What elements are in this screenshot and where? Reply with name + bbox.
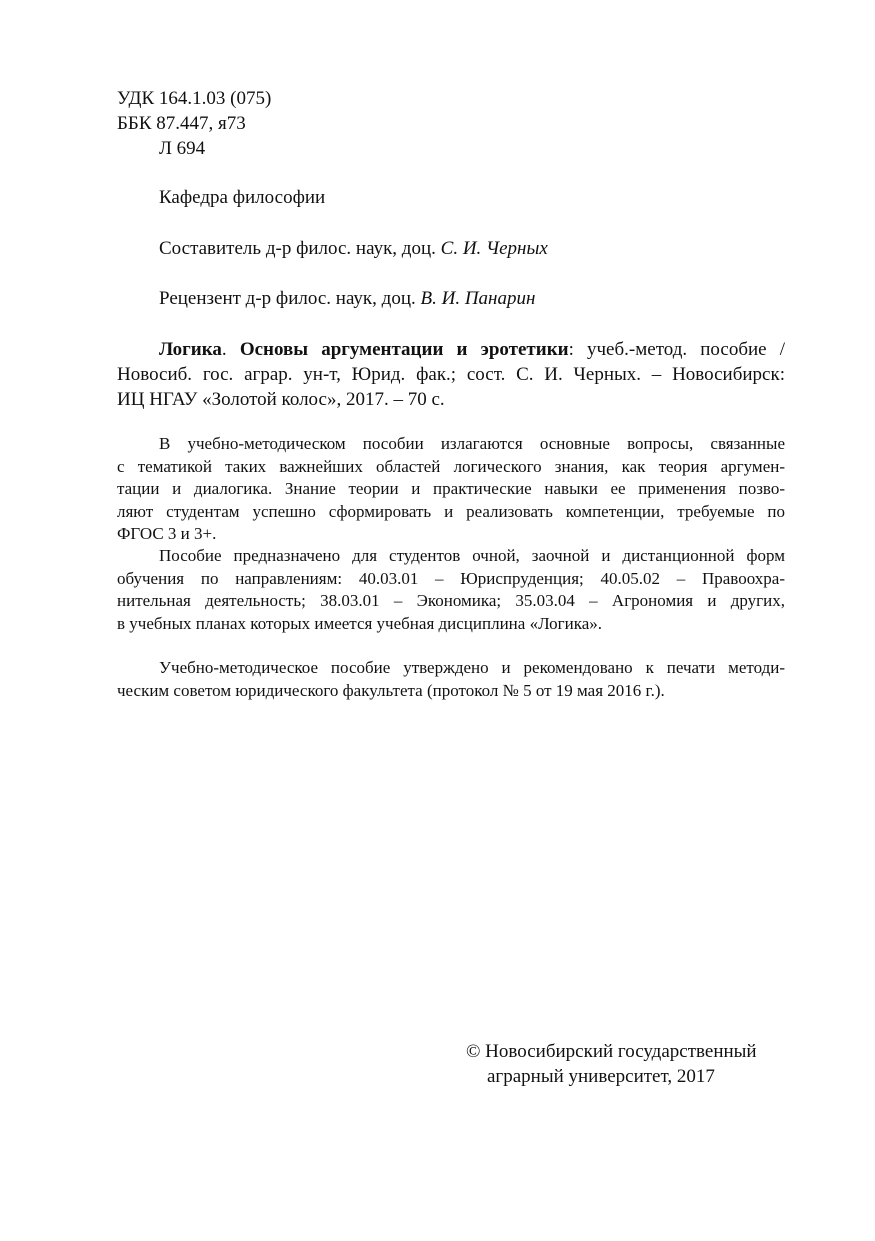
udk-code: УДК 164.1.03 (075)	[117, 88, 272, 109]
abstract-line: В учебно-методическом пособии излагаются основные вопросы, связанные	[159, 434, 785, 453]
biblio-line-1	[117, 337, 785, 362]
approval-note	[117, 657, 785, 702]
reviewer-line	[159, 286, 535, 311]
abstract-paragraph-1	[117, 433, 785, 546]
abstract-line: ФГОС 3 и 3+.	[117, 524, 217, 543]
copyright-line-1: © Новосибирский государственный	[466, 1041, 757, 1062]
abstract-line: обучения по направлениям: 40.03.01 – Юриспруденция; 40.05.02 – Правоохра-	[117, 568, 785, 588]
title-part-1: Логика	[159, 339, 222, 360]
classification-block	[117, 86, 271, 161]
title-separator: .	[221, 339, 240, 360]
biblio-line-1-rest: : учеб.-метод. пособие /	[568, 339, 786, 360]
approval-line: ческим советом юридического факультета (протокол № 5 от 19 мая 2016 г.).	[117, 680, 665, 700]
abstract-line: Пособие предназначено для студентов очной, заочной и дистанционной форм	[159, 546, 785, 565]
abstract-line: с тематикой таких важнейших областей логического знания, как теория аргумен-	[117, 456, 785, 476]
department: Кафедра философии	[159, 187, 326, 208]
copyright-line-2: аграрный университет, 2017	[487, 1066, 715, 1087]
approval-line: Учебно-методическое пособие утверждено и рекомендовано к печати методи-	[159, 658, 785, 677]
author-mark: Л 694	[159, 138, 206, 159]
abstract-line: ляют студентам успешно сформировать и реализовать компетенции, требуемые по	[117, 501, 785, 521]
abstract-line: тации и диалогика. Знание теории и практические навыки ее применения позво-	[117, 479, 785, 498]
compiler-line	[159, 236, 548, 261]
biblio-line-2: Новосиб. гос. аграр. ун-т, Юрид. фак.; сост. С. И. Черных. – Новосибирск:	[117, 364, 785, 385]
reviewer-name: В. И. Панарин	[420, 288, 536, 309]
biblio-line-3: ИЦ НГАУ «Золотой колос», 2017. – 70 с.	[117, 389, 445, 410]
reviewer-prefix: Рецензент д-р филос. наук, доц.	[159, 288, 416, 309]
compiler-prefix: Составитель д-р филос. наук, доц.	[159, 238, 436, 259]
compiler-name: С. И. Черных	[440, 238, 548, 259]
bbk-code: ББК 87.447, я73	[117, 113, 246, 134]
abstract-line: нительная деятельность; 38.03.01 – Экономика; 35.03.04 – Агрономия и других,	[117, 591, 785, 610]
abstract-paragraph-2	[117, 545, 785, 635]
abstract-line: в учебных планах которых имеется учебная дисциплина «Логика».	[117, 613, 603, 633]
bibliographic-description	[117, 337, 785, 412]
title-part-2: Основы аргументации и эротетики	[239, 339, 569, 360]
copyright-block	[466, 1039, 757, 1089]
